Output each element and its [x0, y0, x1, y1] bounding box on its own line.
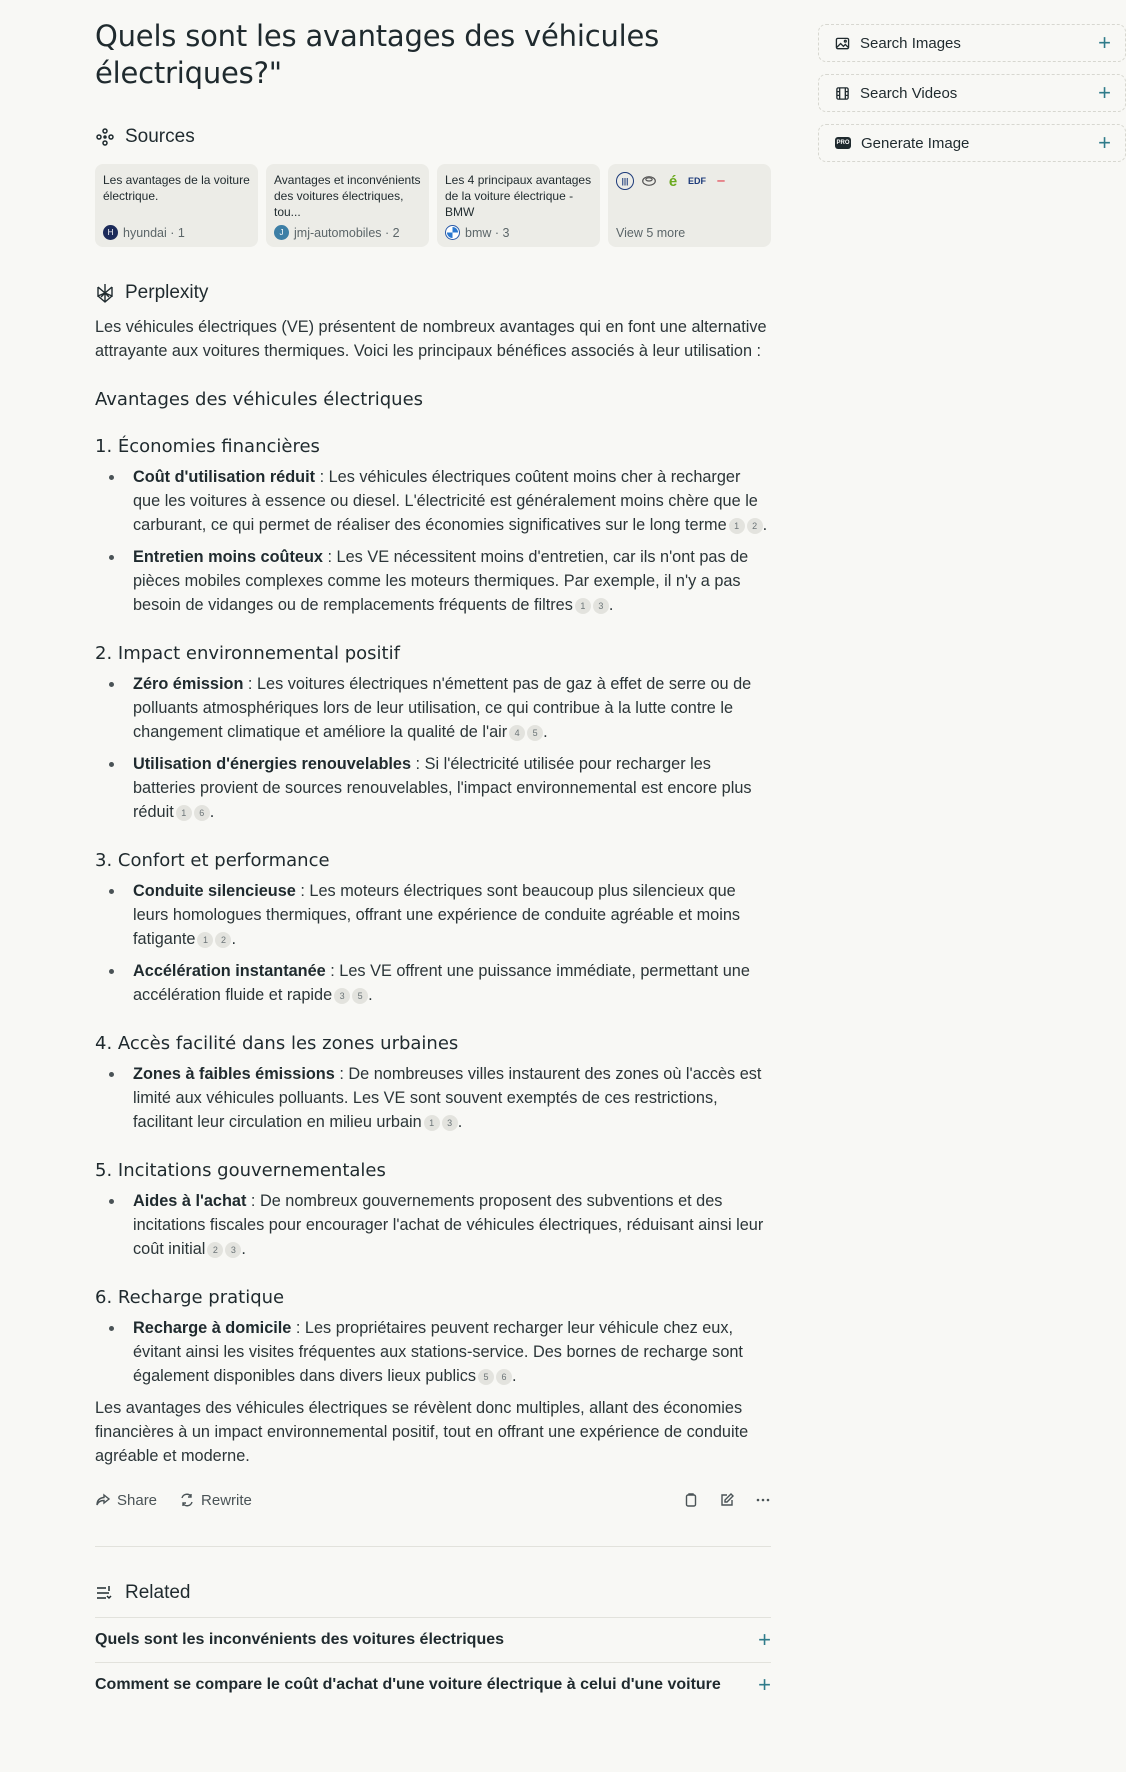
more-icon — [755, 1492, 771, 1508]
sidebar — [818, 24, 1126, 174]
bullet-list — [95, 1062, 771, 1134]
item-term: Coût d'utilisation réduit — [133, 468, 316, 486]
hyundai-logo-icon: H — [103, 225, 118, 240]
source-domain: bmw · 3 — [465, 225, 510, 240]
item-text: : De nombreux gouvernements proposent des subventions et des incitations fiscales pour encourager l'achat de véhicules électriques, réduisant ainsi leur coût initial — [133, 1192, 764, 1258]
related-heading — [95, 1581, 771, 1605]
list-item: Zéro émission : Les voitures électriques n'émettent pas de gaz à effet de serre ou de polluants atmosphériques lors de leur utilisation, ce qui contribue à la lutte contre le changement climatique et améliore la qualité de l'air 4 5 . — [95, 672, 771, 744]
citation-badge[interactable]: 2 — [207, 1242, 223, 1258]
section-title: 2. Impact environnemental positif — [95, 643, 400, 664]
edit-icon — [719, 1492, 735, 1508]
generate-image-button[interactable] — [818, 124, 1126, 162]
divider — [95, 1546, 771, 1547]
item-text: : Les propriétaires peuvent recharger leur véhicule chez eux, évitant ainsi les visites fréquentes aux stations-service. Des bornes de recharge sont également disponibles dans divers lieux publics — [133, 1319, 743, 1385]
citation-badge[interactable]: 4 — [509, 725, 525, 741]
plus-icon: + — [758, 1672, 771, 1697]
source-title: Les 4 principaux avantages de la voiture électrique - BMW — [445, 173, 592, 219]
bullet-list — [95, 1316, 771, 1388]
item-term: Recharge à domicile — [133, 1319, 292, 1337]
rewrite-button[interactable] — [179, 1492, 252, 1509]
sources-label: Sources — [125, 126, 195, 147]
citation-badge[interactable]: 1 — [424, 1115, 440, 1131]
item-term: Accélération instantanée — [133, 962, 326, 980]
answer-toolbar-right — [683, 1492, 771, 1508]
more-source-logos — [616, 172, 763, 190]
clipboard-icon — [683, 1492, 699, 1508]
citation-badge[interactable]: 6 — [496, 1369, 512, 1385]
plus-icon: + — [1098, 80, 1111, 105]
page-title: Quels sont les avantages des véhicules électriques?" — [95, 19, 660, 90]
citation-badge[interactable]: 1 — [575, 598, 591, 614]
generate-image-label: Generate Image — [861, 134, 970, 152]
citation-badge[interactable]: 5 — [478, 1369, 494, 1385]
source-card[interactable] — [266, 164, 429, 247]
source-meta — [445, 225, 592, 240]
item-term: Zones à faibles émissions — [133, 1065, 335, 1083]
list-item: Accélération instantanée : Les VE offrent une puissance immédiate, permettant une accélération fluide et rapide 3 5 . — [95, 959, 771, 1007]
item-text: : Les VE offrent une puissance immédiate, permettant une accélération fluide et rapide — [133, 962, 750, 1004]
answer-conclusion: Les avantages des véhicules électriques se révèlent donc multiples, allant des économies financières à un impact environnemental positif, tout en offrant une expérience de conduite agréable et moderne. — [95, 1399, 749, 1465]
edf-logo-icon: EDF — [688, 176, 706, 186]
view-more-label: View 5 more — [616, 226, 686, 240]
citation-badge[interactable]: 3 — [225, 1242, 241, 1258]
bullet-list — [95, 672, 771, 824]
answer-sections — [95, 436, 771, 1388]
copy-button[interactable] — [683, 1492, 699, 1508]
search-images-button[interactable] — [818, 24, 1126, 62]
film-icon — [835, 86, 850, 101]
related-text: Comment se compare le coût d'achat d'une voiture électrique à celui d'une voiture — [95, 1676, 721, 1693]
citation-badge[interactable]: 5 — [527, 725, 543, 741]
source-card[interactable] — [95, 164, 258, 247]
list-item: Zones à faibles émissions : De nombreuses villes instaurent des zones où l'accès est limité aux véhicules polluants. Les VE sont souvent exemptés de ces restrictions, facilitant leur circulation en milieu urbain 1 3 . — [95, 1062, 771, 1134]
source-domain: hyundai · 1 — [123, 225, 185, 240]
related-item[interactable] — [95, 1662, 771, 1707]
bullet-list — [95, 1189, 771, 1261]
bmw-logo-icon — [445, 225, 460, 240]
list-item: Conduite silencieuse : Les moteurs électriques sont beaucoup plus silencieux que leurs homologues thermiques, offrant une expérience de conduite agréable et moins fatigante 1 2 . — [95, 879, 771, 951]
list-item: Aides à l'achat : De nombreux gouvernements proposent des subventions et des incitations fiscales pour encourager l'achat de véhicules électriques, réduisant ainsi leur coût initial 2 3 . — [95, 1189, 771, 1261]
citation-badge[interactable]: 3 — [334, 988, 350, 1004]
perplexity-logo-icon — [95, 283, 115, 303]
source-title: Avantages et inconvénients des voitures électriques, tou... — [274, 173, 421, 219]
search-images-label: Search Images — [860, 34, 961, 52]
search-videos-label: Search Videos — [860, 84, 958, 102]
answer-intro: Les véhicules électriques (VE) présentent de nombreux avantages qui en font une alternative attrayante aux voitures thermiques. Voici les principaux bénéfices associés à leur utilisation : — [95, 318, 767, 360]
pro-badge: PRO — [835, 137, 851, 149]
related-label: Related — [125, 1582, 191, 1603]
answer-actions — [95, 1488, 771, 1512]
item-text: : De nombreuses villes instaurent des zones où l'accès est limité aux véhicules polluants. Les VE sont souvent exemptés de ces restrictions, facilitant leur circulation en milieu urbain — [133, 1065, 762, 1131]
citation-badge[interactable]: 6 — [194, 805, 210, 821]
search-videos-button[interactable] — [818, 74, 1126, 112]
toyota-logo-icon — [640, 172, 658, 190]
related-list — [95, 1617, 771, 1707]
allianz-logo-icon: ||| — [616, 172, 634, 190]
image-icon — [835, 36, 850, 51]
bullet-list — [95, 879, 771, 1007]
item-term: Entretien moins coûteux — [133, 548, 323, 566]
list-item: Entretien moins coûteux : Les VE nécessitent moins d'entretien, car ils n'ont pas de pièces mobiles complexes comme les moteurs thermiques. Par exemple, il n'y a pas besoin de vidanges ou de remplacements fréquents de filtres 1 3 . — [95, 545, 771, 617]
sources-heading — [95, 125, 771, 149]
related-text: Quels sont les inconvénients des voitures électriques — [95, 1631, 505, 1648]
list-item: Utilisation d'énergies renouvelables : Si l'électricité utilisée pour recharger les batteries provient de sources renouvelables, l'impact environnemental est encore plus réduit 1 6 . — [95, 752, 771, 824]
list-item: Recharge à domicile : Les propriétaires peuvent recharger leur véhicule chez eux, évitant ainsi les visites fréquentes aux stations-service. Des bornes de recharge sont également disponibles dans divers lieux publics 5 6 . — [95, 1316, 771, 1388]
citation-badge[interactable]: 5 — [352, 988, 368, 1004]
share-button[interactable] — [95, 1492, 157, 1509]
item-text: : Les voitures électriques n'émettent pas de gaz à effet de serre ou de polluants atmosphériques lors de leur utilisation, ce qui contribue à la lutte contre le changement climatique et améliore la qualité de l'air — [133, 675, 752, 741]
rewrite-label: Rewrite — [201, 1491, 252, 1509]
answer-heading — [95, 281, 771, 305]
source-meta — [103, 225, 250, 240]
plus-icon: + — [758, 1627, 771, 1652]
citation-badge[interactable]: 1 — [176, 805, 192, 821]
citation-badge[interactable]: 3 — [593, 598, 609, 614]
main-column — [95, 18, 771, 1707]
answer-source-label: Perplexity — [125, 282, 209, 303]
item-term: Utilisation d'énergies renouvelables — [133, 755, 412, 773]
sources-list — [95, 164, 771, 247]
section-title: 6. Recharge pratique — [95, 1287, 285, 1308]
section-title: 3. Confort et performance — [95, 850, 330, 871]
jmj-logo-icon: J — [274, 225, 289, 240]
section-title: 1. Économies financières — [95, 436, 320, 457]
section-title: 4. Accès facilité dans les zones urbaines — [95, 1033, 459, 1054]
answer-main-title: Avantages des véhicules électriques — [95, 389, 424, 410]
citation-badge[interactable]: 3 — [442, 1115, 458, 1131]
citation-badge[interactable]: 2 — [747, 518, 763, 534]
citation-badge[interactable]: 1 — [197, 932, 213, 948]
source-title: Les avantages de la voiture électrique. — [103, 173, 250, 203]
item-text: : Si l'électricité utilisée pour recharger les batteries provient de sources renouvelables, l'impact environnemental est encore plus réduit — [133, 755, 752, 821]
item-text: : Les VE nécessitent moins d'entretien, car ils n'ont pas de pièces mobiles complexes comme les moteurs thermiques. Par exemple, il n'y a pas besoin de vidanges ou de remplacements fréquents de filtres — [133, 548, 749, 614]
share-label: Share — [117, 1491, 158, 1509]
item-text: : Les moteurs électriques sont beaucoup plus silencieux que leurs homologues thermiques, offrant une expérience de conduite agréable et moins fatigante — [133, 882, 741, 948]
bullet-list — [95, 465, 771, 617]
brand-logo-icon: ━━ — [717, 178, 725, 185]
rewrite-icon — [179, 1492, 195, 1508]
edit-button[interactable] — [719, 1492, 735, 1508]
section-title: 5. Incitations gouvernementales — [95, 1160, 386, 1181]
item-text: : Les véhicules électriques coûtent moins cher à recharger que les voitures à essence ou diesel. L'électricité est généralement moins chère que le carburant, ce qui permet de réaliser des économies significatives sur le long terme — [133, 468, 758, 534]
more-options-button[interactable] — [755, 1492, 771, 1508]
item-term: Conduite silencieuse — [133, 882, 296, 900]
share-icon — [95, 1492, 111, 1508]
source-meta — [274, 225, 421, 240]
list-item: Coût d'utilisation réduit : Les véhicules électriques coûtent moins cher à recharger que les voitures à essence ou diesel. L'électricité est généralement moins chère que le carburant, ce qui permet de réaliser des économies significatives sur le long terme 1 2 . — [95, 465, 771, 537]
citation-badge[interactable]: 1 — [729, 518, 745, 534]
citation-badge[interactable]: 2 — [215, 932, 231, 948]
view-more-sources[interactable] — [608, 164, 771, 247]
plus-icon: + — [1098, 30, 1111, 55]
item-term: Zéro émission — [133, 675, 244, 693]
related-icon — [95, 1583, 115, 1603]
source-domain: jmj-automobiles · 2 — [294, 225, 400, 240]
related-item[interactable] — [95, 1617, 771, 1662]
plus-icon: + — [1098, 130, 1111, 155]
sources-icon — [95, 127, 115, 147]
engie-logo-icon: é — [668, 172, 678, 190]
item-term: Aides à l'achat — [133, 1192, 247, 1210]
source-card[interactable] — [437, 164, 600, 247]
